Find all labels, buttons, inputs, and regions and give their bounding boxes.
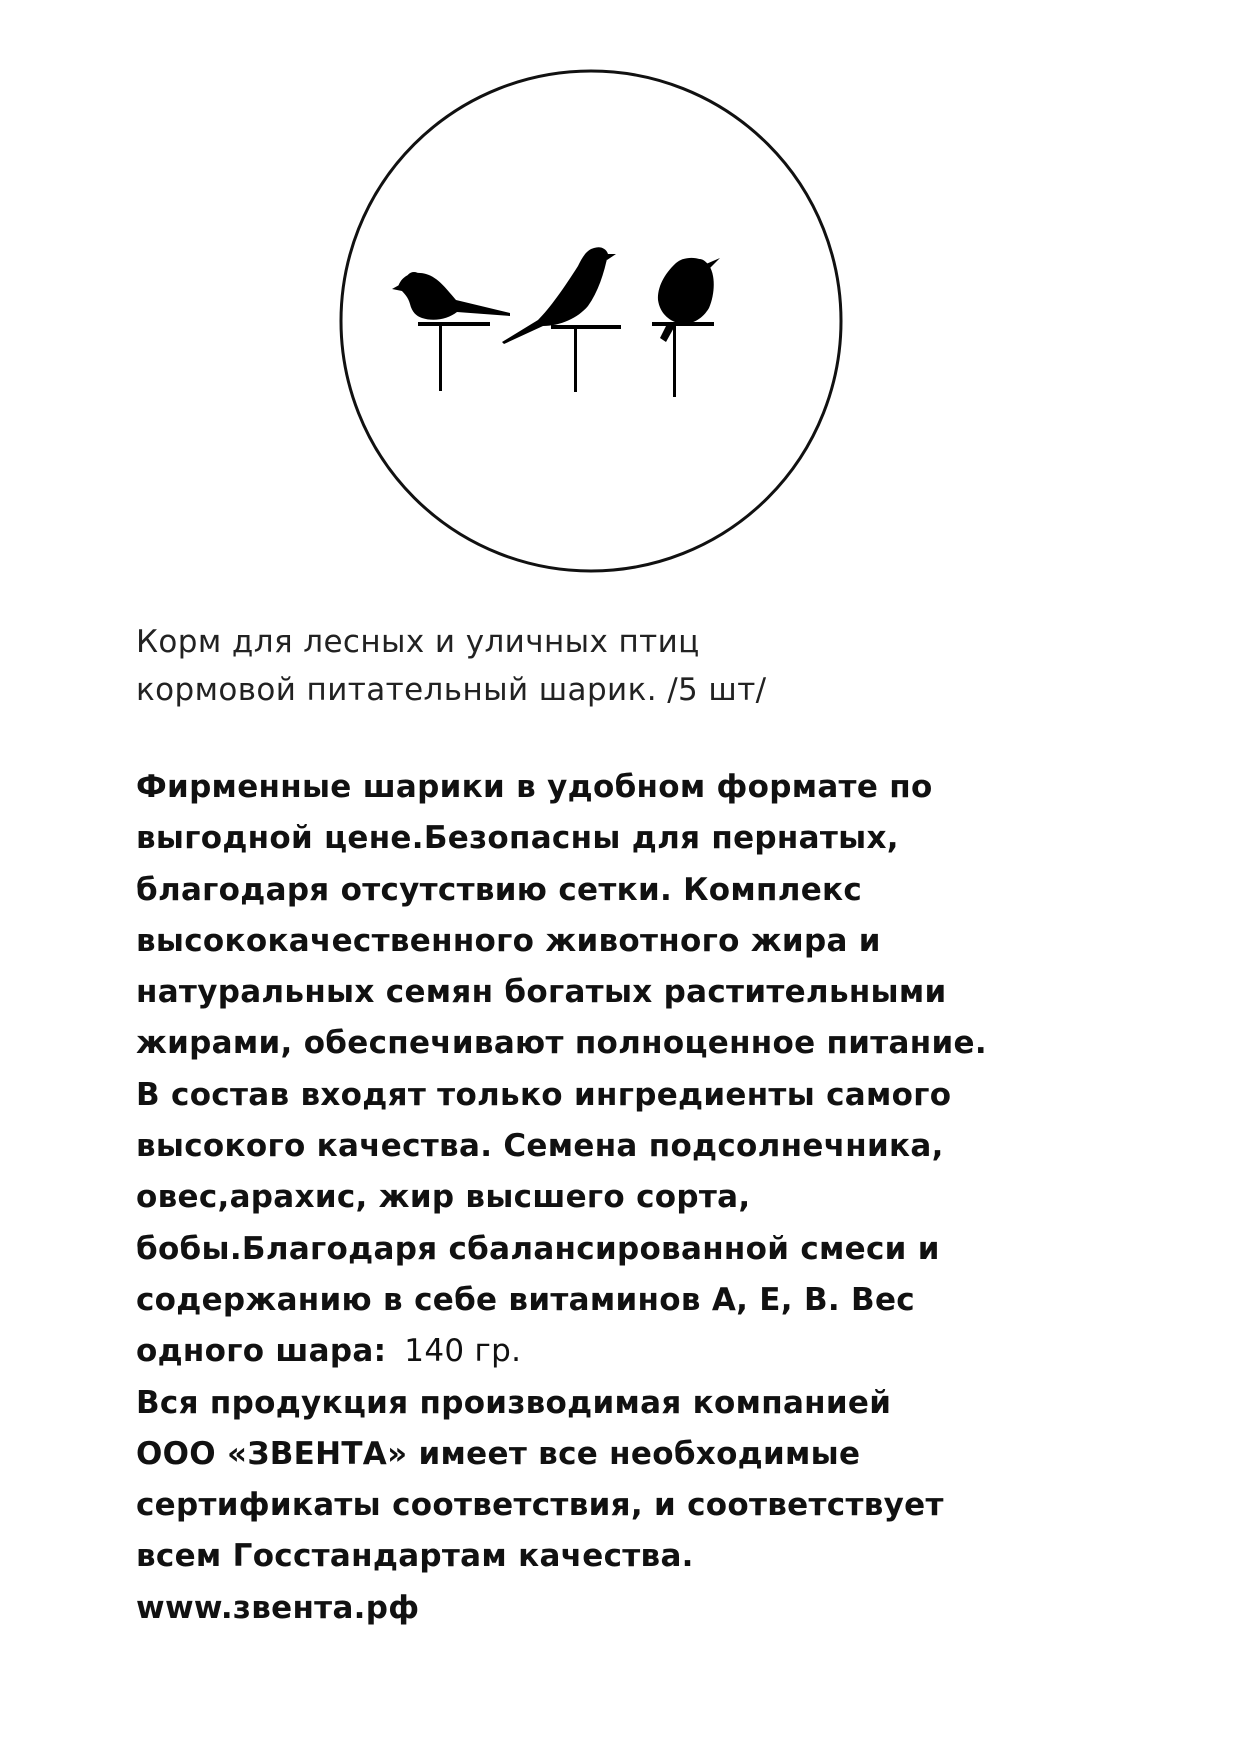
weight-value: 140 гр. (404, 1333, 522, 1370)
weight-label: одного шара: (136, 1333, 387, 1370)
description-line: выгодной цене.Безопасны для пернатых, (136, 820, 899, 857)
product-description (136, 762, 1136, 1634)
company-line: всем Госстандартам качества. (136, 1538, 694, 1575)
description-line: Фирменные шарики в удобном формате по (136, 769, 933, 805)
logo-circle (341, 71, 841, 571)
description-line: высококачественного животного жира и (136, 922, 881, 959)
description-line: овес,арахис, жир высшего сорта, (136, 1179, 751, 1216)
description-line: содержанию в себе витаминов А, Е, В. Вес (136, 1281, 915, 1318)
company-line: сертификаты соответствия, и соответствует (136, 1487, 944, 1524)
bird-middle-icon (502, 247, 621, 392)
description-line: натуральных семян богатых растительными (136, 974, 947, 1011)
description-line: В состав входят только ингредиенты самого (136, 1076, 952, 1113)
title-line-2: кормовой питательный шарик. /5 шт/ (136, 672, 767, 708)
description-line: жирами, обеспечивают полноценное питание. (136, 1025, 987, 1062)
birds-logo-icon (338, 68, 844, 574)
website-text: www.звента.рф (136, 1589, 420, 1626)
product-title (136, 618, 1116, 714)
company-line: ООО «ЗВЕНТА» имеет все необходимые (136, 1435, 861, 1472)
bird-right-icon (652, 258, 720, 397)
bird-left-icon (392, 272, 510, 391)
title-line-1: Корм для лесных и уличных птиц (136, 624, 700, 660)
brand-logo (338, 68, 844, 574)
weight-line (136, 1326, 1136, 1377)
description-line: бобы.Благодаря сбалансированной смеси и (136, 1230, 940, 1267)
description-line: благодаря отсутствию сетки. Комплекс (136, 871, 863, 908)
description-line: высокого качества. Семена подсолнечника, (136, 1128, 944, 1165)
company-line: Вся продукция производимая компанией (136, 1384, 892, 1421)
